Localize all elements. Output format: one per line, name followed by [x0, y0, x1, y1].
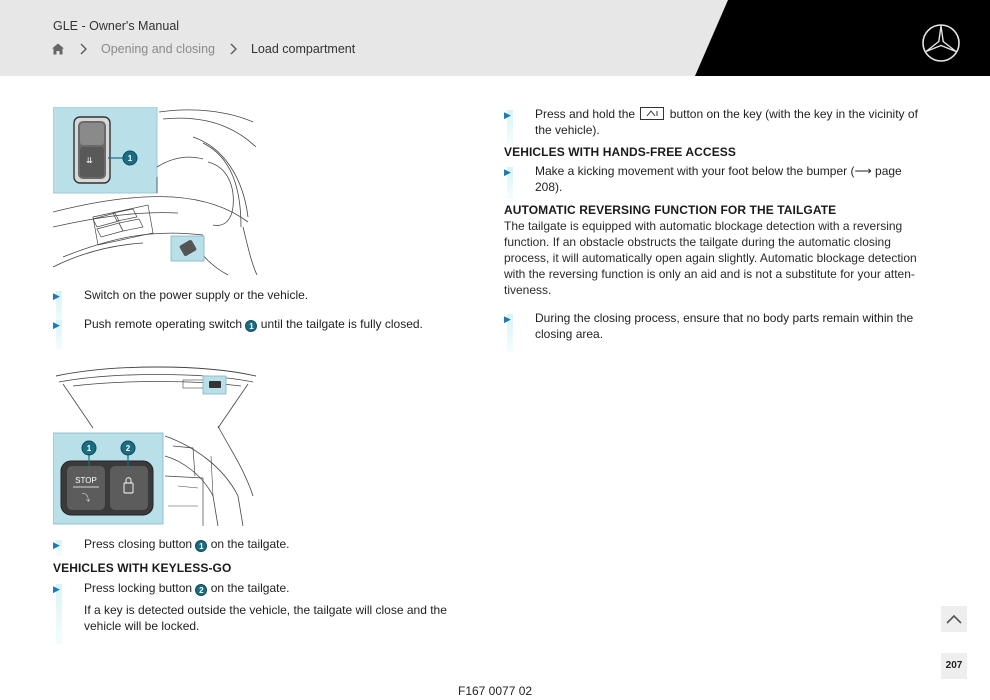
figure2-badge-1: 1 [86, 444, 92, 453]
step-arrow-icon: ▶ [53, 540, 60, 550]
left-steps-top [53, 287, 473, 333]
figure2-badge-2: 2 [125, 444, 131, 453]
mercedes-star-logo [921, 23, 961, 63]
chevron-right-icon [229, 43, 237, 55]
list-item [53, 536, 463, 553]
step-text: Press locking button 2 on the tailgate. If a key is detected outside the vehicle, the tailgate will close and the vehicle will be locked. [84, 580, 463, 634]
figure-tailgate-buttons [53, 366, 259, 526]
chevron-up-icon [946, 614, 962, 624]
svg-text:⇊: ⇊ [86, 156, 93, 165]
section-heading-keyless-go: VEHICLES WITH KEYLESS-GO [53, 561, 232, 575]
left-steps-bottom [53, 536, 463, 634]
step-text: During the closing process, ensure that no body parts remain within the closing area. [535, 311, 914, 341]
list-item [53, 287, 473, 304]
step-arrow-icon: ▶ [53, 584, 60, 594]
step-arrow-icon: ▶ [504, 314, 511, 324]
header-black-panel [0, 0, 990, 76]
tailgate-key-button-icon [640, 107, 664, 120]
figure-id: F167 0077 02 [458, 684, 533, 698]
section-heading-hands-free: VEHICLES WITH HANDS-FREE ACCESS [504, 145, 737, 159]
svg-text:⤵: ⤵ [81, 494, 91, 504]
callout-badge: 1 [245, 320, 257, 332]
step-text: Make a kicking movement with your foot below the bumper (⟶ page 208). [535, 164, 902, 194]
section-heading-automatic-reversing: AUTOMATIC REVERSING FUNCTION FOR THE TAILGATE [504, 203, 837, 217]
home-icon[interactable] [51, 42, 65, 56]
step-arrow-icon: ▶ [53, 320, 60, 330]
list-item [504, 163, 920, 195]
list-item [53, 580, 463, 634]
step-arrow-icon: ▶ [504, 110, 511, 120]
step-text: Press closing button 1 on the tailgate. [84, 537, 290, 551]
paragraph-automatic-reversing: The tailgate is equipped with automatic blockage detection with a reversing function. If an obstacle obstructs the tailgate during the automatic closing process, it will automatically open again slightly. Automatic blockage detection with the reversing function is only an aid and is not a substitute for your atten-tiveness. [504, 219, 917, 297]
document-title: GLE - Owner's Manual [53, 19, 180, 33]
page-number: 207 [941, 653, 967, 679]
figure1-badge: 1 [127, 154, 133, 163]
right-column [504, 106, 920, 342]
breadcrumb-link-opening-closing[interactable]: Opening and closing [101, 42, 215, 56]
scroll-to-top-button[interactable] [941, 606, 967, 632]
figure-remote-switch [53, 107, 259, 277]
step-note: If a key is detected outside the vehicle, the tailgate will close and the vehicle will be locked. [84, 603, 447, 633]
step-text: Push remote operating switch 1 until the tailgate is fully closed. [84, 317, 423, 331]
list-item [504, 106, 920, 138]
callout-badge: 2 [195, 584, 207, 596]
step-text: Switch on the power supply or the vehicle. [84, 288, 309, 302]
stop-label: STOP [75, 476, 97, 485]
step-arrow-icon: ▶ [504, 167, 511, 177]
breadcrumb [51, 42, 355, 56]
list-item [53, 316, 473, 333]
step-arrow-icon: ▶ [53, 291, 60, 301]
chevron-right-icon [79, 43, 87, 55]
step-text: Press and hold the button on the key (with the key in the vicinity of the vehicle). [535, 107, 918, 137]
list-item [504, 310, 920, 342]
breadcrumb-current: Load compartment [250, 42, 356, 56]
callout-badge: 1 [195, 540, 207, 552]
